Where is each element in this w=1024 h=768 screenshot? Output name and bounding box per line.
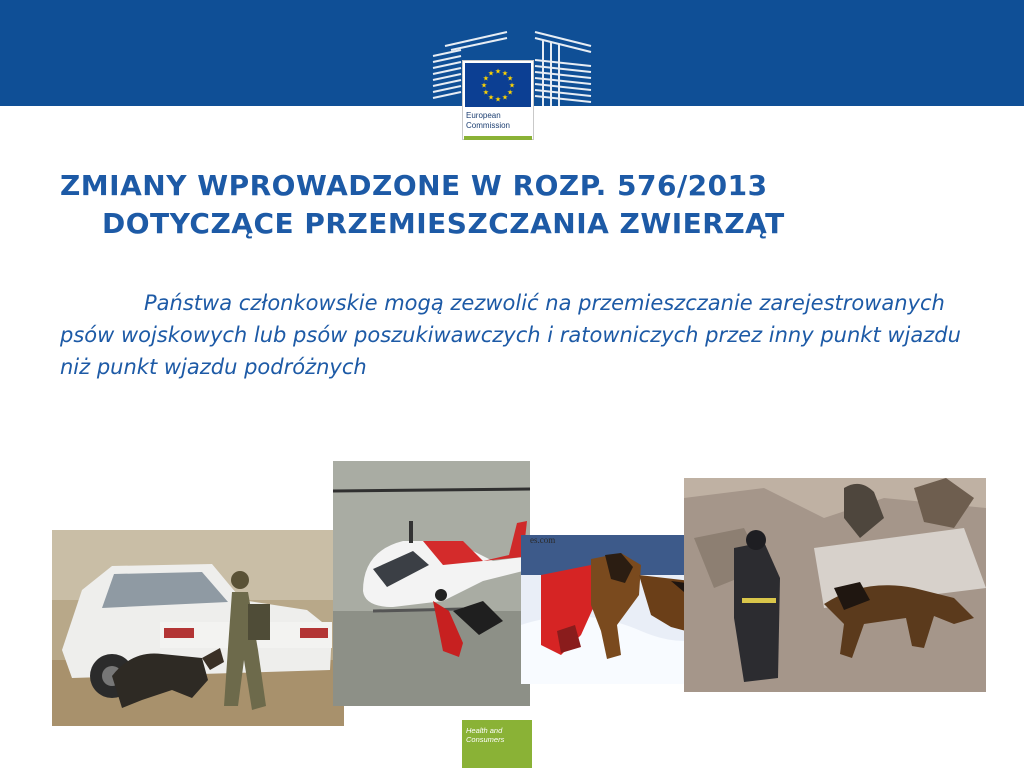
eu-star-icon: ★ [487,93,495,102]
military-dog-car-photo [52,530,344,726]
rubble-search-dog-photo [684,478,986,692]
health-consumers-badge [462,720,532,768]
body-text: Państwa członkowskie mogą zezwolić na przemieszczanie zarejestrowanych psów wojskowych lub psów poszukiwawczych i ratowniczych przez inny punkt wjazdu niż punkt wjazdu podróżnych [60,291,961,379]
eu-flag-icon [465,63,531,107]
eu-star-icon: ★ [480,81,488,90]
eu-star-icon: ★ [494,67,502,76]
logo-text [466,111,532,131]
eu-star-icon: ★ [506,88,514,97]
eu-star-icon: ★ [508,81,516,90]
eu-star-icon: ★ [487,69,495,78]
eu-star-icon: ★ [506,74,514,83]
eu-star-icon: ★ [501,69,509,78]
title-line-1: ZMIANY WPROWADZONE W ROZP. 576/2013 [60,169,768,202]
eu-star-icon: ★ [494,95,502,104]
helicopter-rescue-photo [333,461,530,706]
photo-watermark: es.com [530,535,556,545]
badge-line-2: Consumers [466,735,505,744]
eu-star-icon: ★ [482,88,490,97]
european-commission-logo [431,30,595,142]
logo-org-line1: European [466,111,501,120]
eu-star-icon: ★ [501,93,509,102]
logo-green-bar [464,136,532,140]
title-line-2: DOTYCZĄCE PRZEMIESZCZANIA ZWIERZĄT [102,207,785,240]
eu-star-icon: ★ [482,74,490,83]
logo-org-line2: Commission [466,121,511,130]
badge-line-1: Health and [466,726,503,735]
slide-title [60,167,960,243]
badge-text [466,726,530,744]
